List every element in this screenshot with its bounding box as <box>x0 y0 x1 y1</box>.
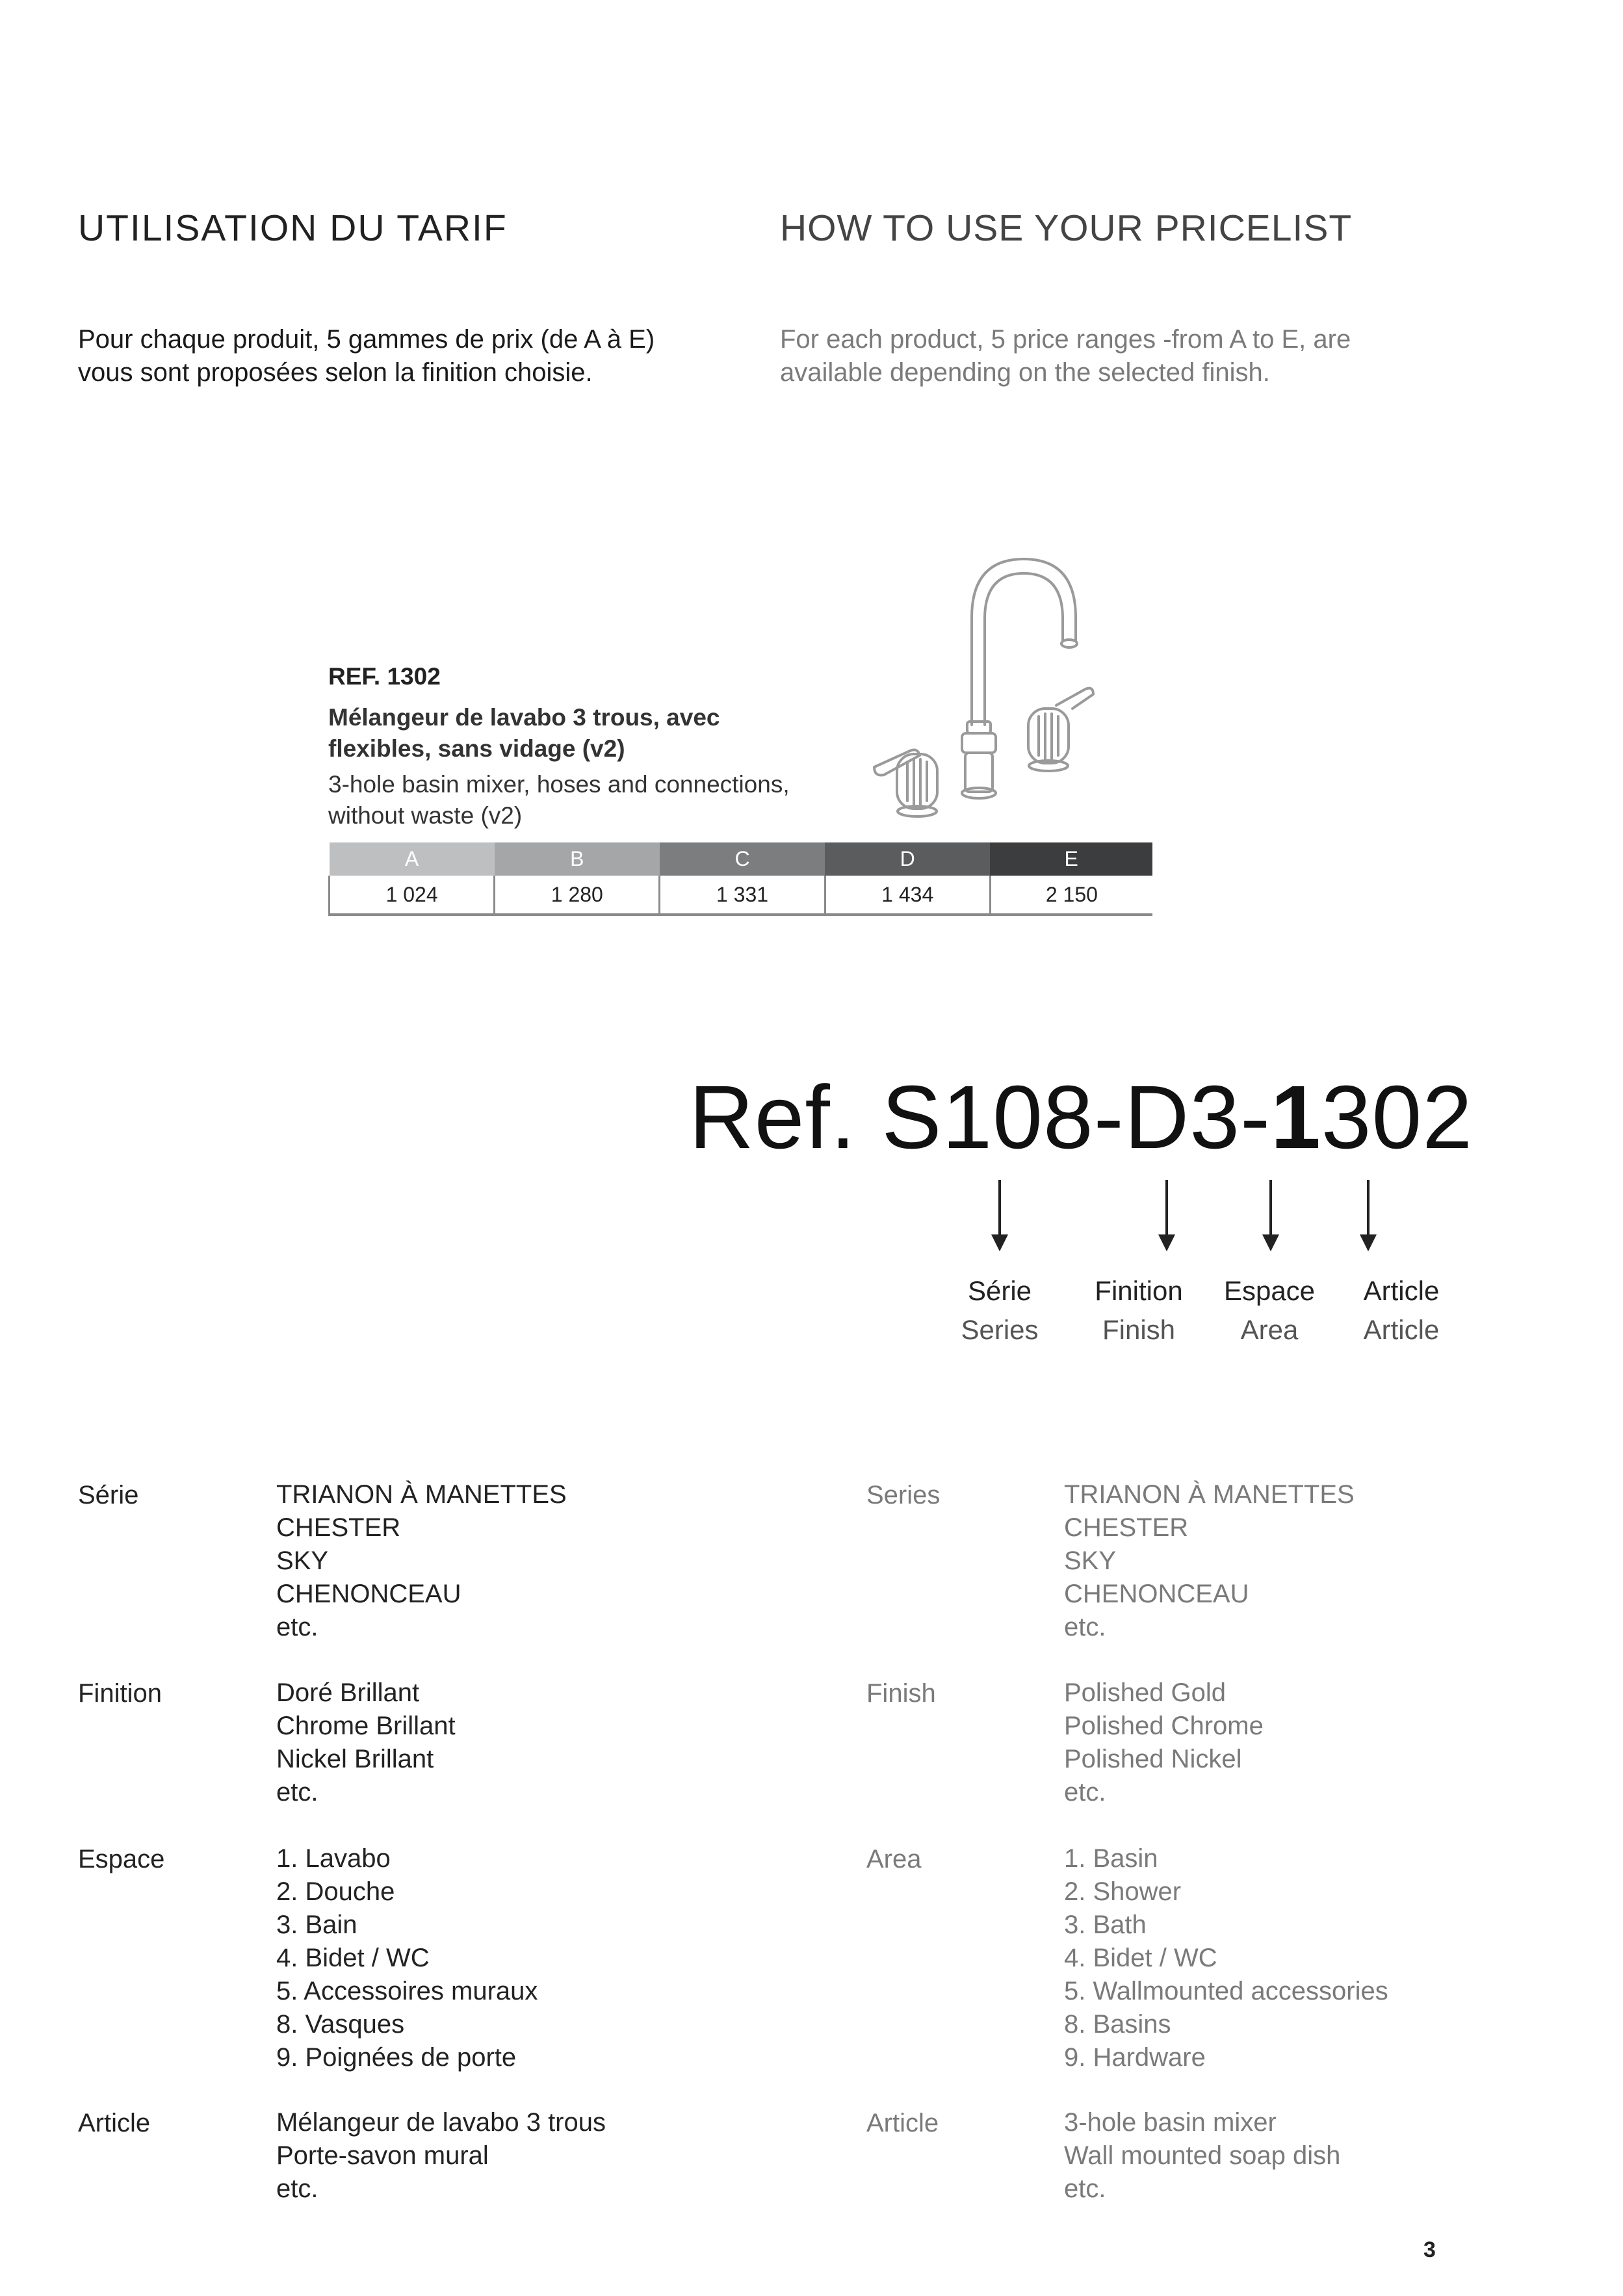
example-ref-prefix: REF. <box>328 663 387 690</box>
reference-prefix: Ref. S108-D3- <box>689 1067 1271 1168</box>
glossary-list-article-en <box>1064 2106 1340 2206</box>
legend-finish-fr: Finition <box>1095 1275 1183 1306</box>
glossary-label-series-fr: Série <box>78 1481 139 1509</box>
list-item: 2. Shower <box>1064 1877 1182 1906</box>
list-item: etc. <box>1064 1613 1106 1641</box>
arrow-down-icon <box>1269 1180 1272 1237</box>
glossary-label-area-en: Area <box>866 1845 922 1873</box>
glossary-list-area-en <box>1064 1842 1388 2074</box>
list-item: 1. Lavabo <box>276 1844 391 1873</box>
list-item: 3. Bath <box>1064 1911 1147 1939</box>
list-item: TRIANON À MANETTES <box>276 1480 567 1509</box>
title-fr: UTILISATION DU TARIF <box>78 207 508 249</box>
arrow-down-icon <box>1165 1180 1168 1237</box>
example-desc-en: 3-hole basin mixer, hoses and connections, without waste (v2) <box>328 771 790 829</box>
example-ref-bold: 1 <box>387 663 401 690</box>
list-item: etc. <box>276 1613 318 1641</box>
example-ref <box>328 663 441 690</box>
price-value-c: 1 331 <box>660 876 825 915</box>
legend-series <box>922 1272 1078 1350</box>
legend-article <box>1323 1272 1479 1350</box>
list-item: 8. Vasques <box>276 2010 405 2039</box>
price-header-a: A <box>330 842 495 876</box>
glossary-label-article-en: Article <box>866 2109 939 2137</box>
list-item: Polished Chrome <box>1064 1712 1264 1740</box>
glossary-label-series-en: Series <box>866 1481 941 1509</box>
legend-area-fr: Espace <box>1223 1275 1316 1306</box>
price-table-value-row <box>330 876 1153 915</box>
list-item: TRIANON À MANETTES <box>1064 1480 1355 1509</box>
list-item: 9. Hardware <box>1064 2043 1206 2072</box>
price-header-d: D <box>825 842 990 876</box>
page-number: 3 <box>1423 2237 1436 2262</box>
list-item: CHESTER <box>276 1513 401 1542</box>
list-item: etc. <box>276 2174 318 2203</box>
reference-bold: 1 <box>1271 1067 1321 1168</box>
list-item: 4. Bidet / WC <box>276 1944 430 1972</box>
title-en: HOW TO USE YOUR PRICELIST <box>780 207 1353 249</box>
reference-rest: 302 <box>1321 1067 1474 1168</box>
list-item: CHESTER <box>1064 1513 1189 1542</box>
arrow-down-icon <box>998 1180 1001 1237</box>
legend-series-en: Series <box>961 1314 1039 1345</box>
glossary-list-series-fr <box>276 1478 567 1644</box>
list-item: etc. <box>1064 1778 1106 1807</box>
list-item: 4. Bidet / WC <box>1064 1944 1217 1972</box>
list-item: 8. Basins <box>1064 2010 1171 2039</box>
legend-area-en: Area <box>1240 1314 1299 1345</box>
list-item: Doré Brillant <box>276 1678 420 1707</box>
faucet-illustration <box>858 546 1131 826</box>
list-item: Porte-savon mural <box>276 2141 489 2170</box>
list-item: CHENONCEAU <box>1064 1580 1249 1608</box>
list-item: Wall mounted soap dish <box>1064 2141 1341 2170</box>
price-value-b: 1 280 <box>495 876 660 915</box>
price-value-e: 2 150 <box>990 876 1152 915</box>
glossary-list-finish-en <box>1064 1676 1264 1809</box>
list-item: SKY <box>276 1546 329 1575</box>
list-item: 3-hole basin mixer <box>1064 2108 1277 2137</box>
price-value-a: 1 024 <box>330 876 495 915</box>
intro-en: For each product, 5 price ranges -from A to E, are available depending on the selected finish. <box>780 325 1351 387</box>
list-item: 9. Poignées de porte <box>276 2043 517 2072</box>
glossary-label-article-fr: Article <box>78 2109 151 2137</box>
example-ref-rest: 302 <box>400 663 441 690</box>
glossary-label-area-fr: Espace <box>78 1845 165 1873</box>
list-item: Polished Nickel <box>1064 1745 1242 1773</box>
price-table-header-row <box>330 842 1153 876</box>
glossary-list-area-fr <box>276 1842 538 2074</box>
glossary-list-article-fr <box>276 2106 606 2206</box>
list-item: 1. Basin <box>1064 1844 1158 1873</box>
list-item: Nickel Brillant <box>276 1745 434 1773</box>
list-item: CHENONCEAU <box>276 1580 461 1608</box>
list-item: Chrome Brillant <box>276 1712 456 1740</box>
list-item: 5. Accessoires muraux <box>276 1977 538 2005</box>
price-header-c: C <box>660 842 825 876</box>
arrow-down-icon <box>1367 1180 1370 1237</box>
legend-article-fr: Article <box>1363 1275 1440 1306</box>
example-desc-fr: Mélangeur de lavabo 3 trous, avec flexibles, sans vidage (v2) <box>328 704 720 762</box>
price-header-e: E <box>990 842 1152 876</box>
list-item: Polished Gold <box>1064 1678 1227 1707</box>
glossary-list-finish-fr <box>276 1676 456 1809</box>
price-header-b: B <box>495 842 660 876</box>
legend-finish-en: Finish <box>1102 1314 1176 1345</box>
list-item: etc. <box>1064 2174 1106 2203</box>
list-item: 5. Wallmounted accessories <box>1064 1977 1388 2005</box>
intro-fr: Pour chaque produit, 5 gammes de prix (de A à E) vous sont proposées selon la finition choisie. <box>78 325 655 387</box>
list-item: SKY <box>1064 1546 1117 1575</box>
list-item: 2. Douche <box>276 1877 395 1906</box>
price-table <box>328 842 1152 916</box>
glossary-label-finish-en: Finish <box>866 1679 936 1708</box>
glossary-label-finish-fr: Finition <box>78 1679 162 1708</box>
legend-series-fr: Série <box>967 1275 1032 1306</box>
legend-article-en: Article <box>1363 1314 1440 1345</box>
reference-code <box>689 1066 1473 1169</box>
glossary-list-series-en <box>1064 1478 1355 1644</box>
list-item: 3. Bain <box>276 1911 357 1939</box>
price-value-d: 1 434 <box>825 876 990 915</box>
list-item: etc. <box>276 1778 318 1807</box>
list-item: Mélangeur de lavabo 3 trous <box>276 2108 606 2137</box>
